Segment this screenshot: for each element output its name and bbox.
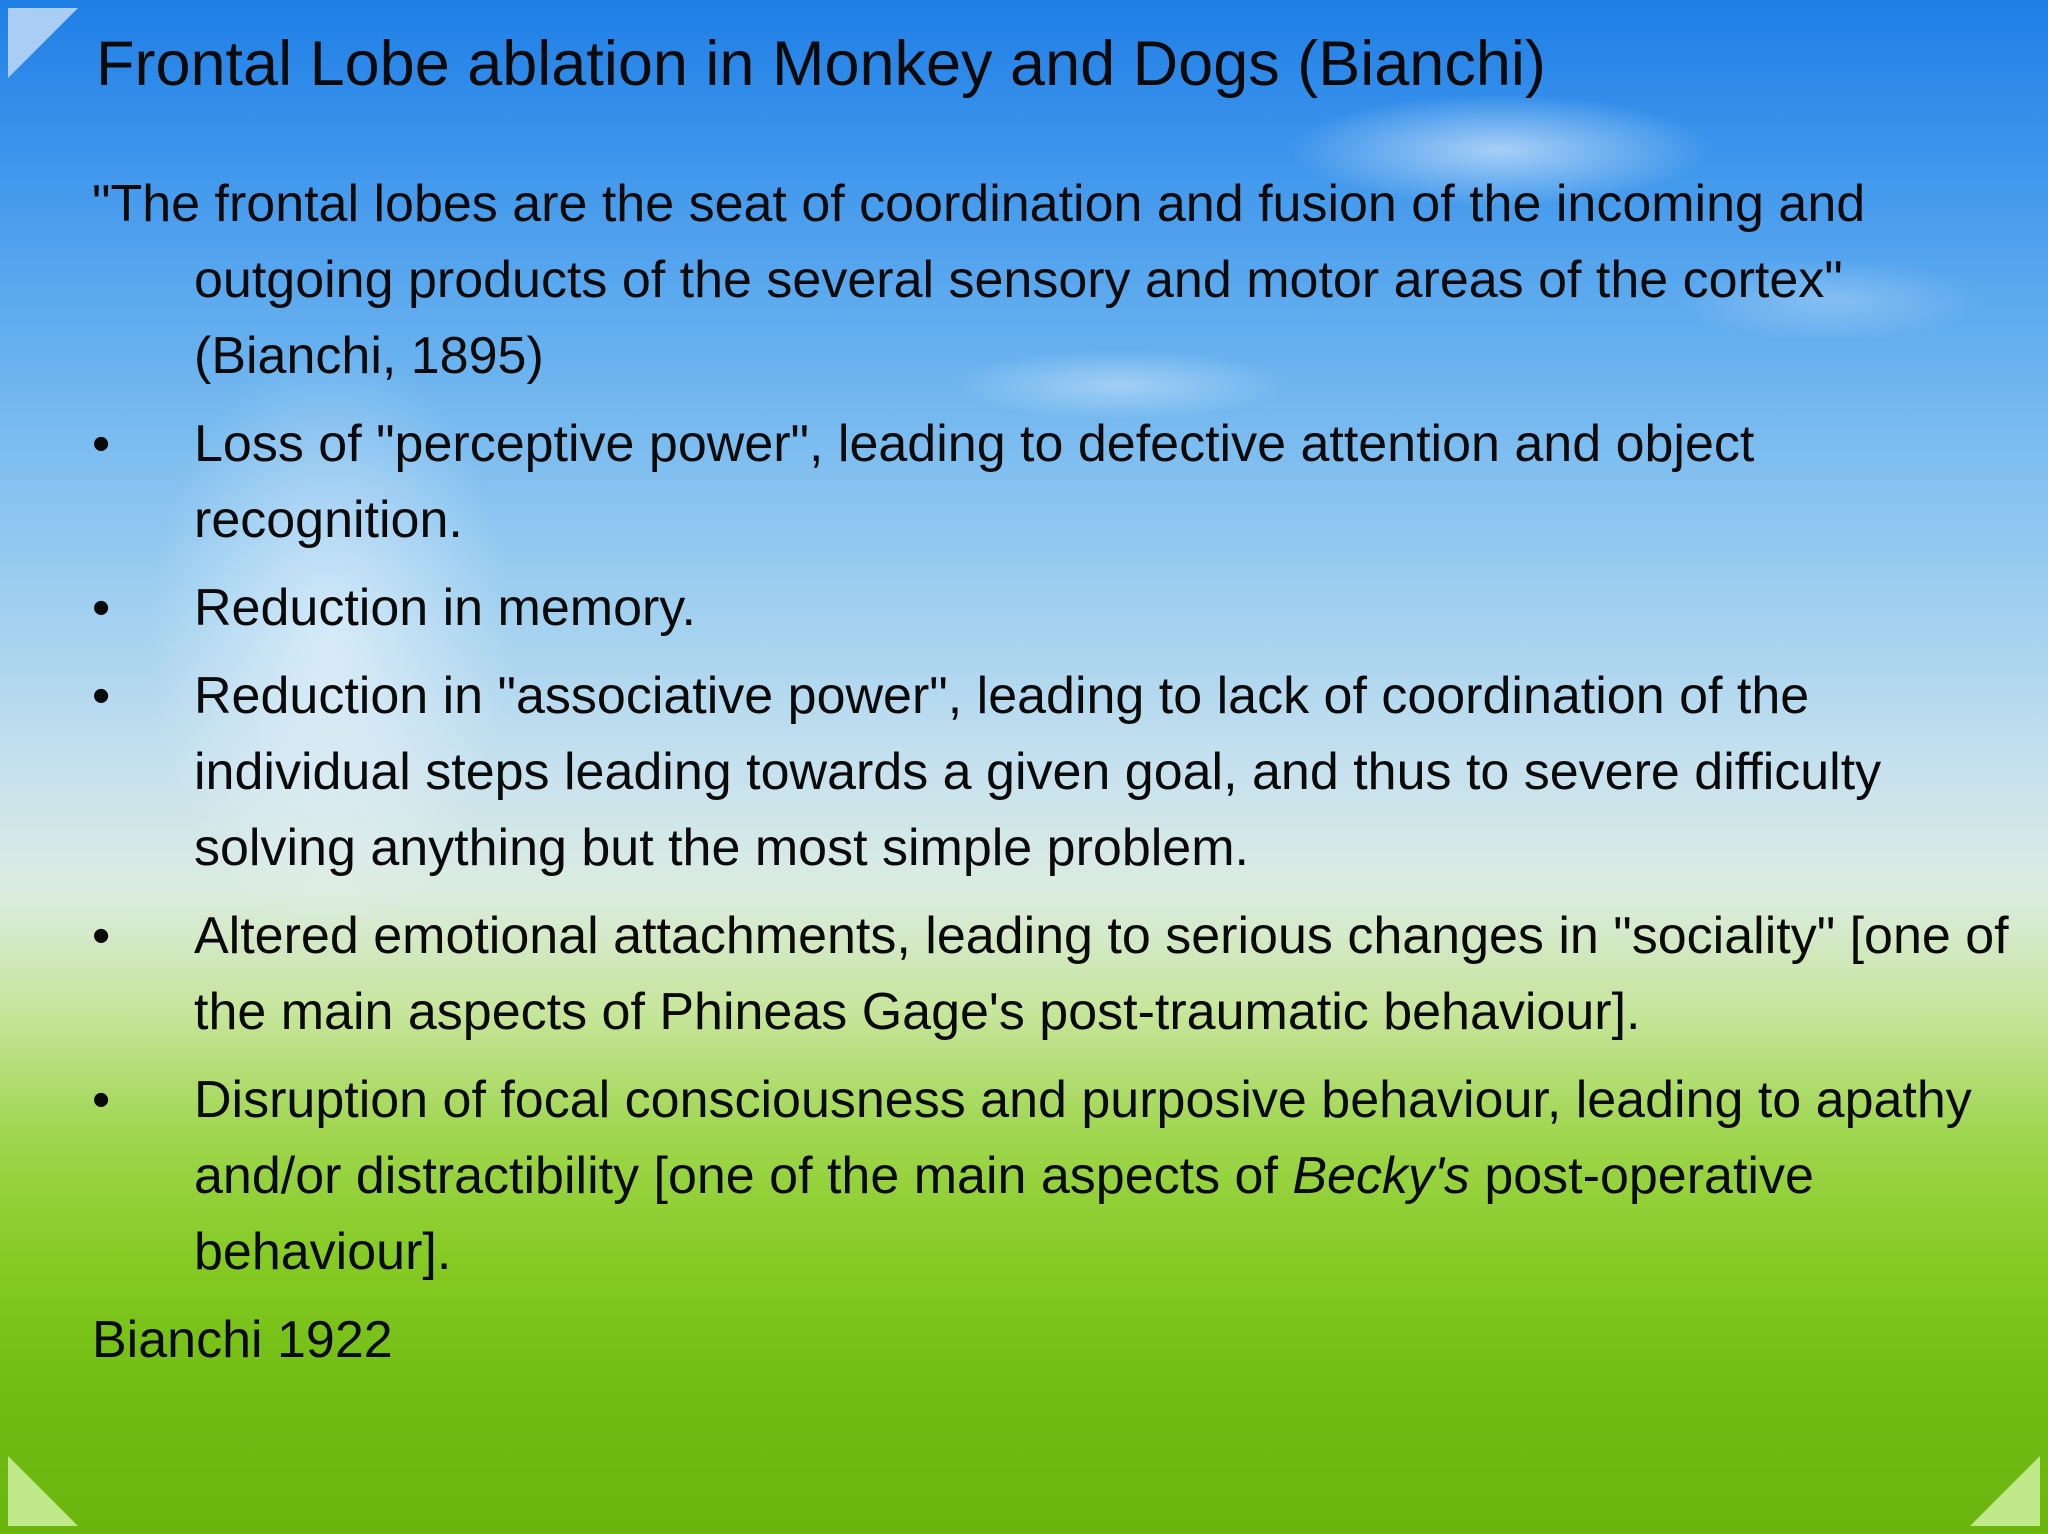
bullet-text-before: Disruption of focal consciousness and purposive behaviour, leading to apathy and/or distractibility [one of the main aspects of <box>194 1071 1972 1205</box>
slide-title: Frontal Lobe ablation in Monkey and Dogs (Bianchi) <box>96 29 1546 99</box>
bullet-item <box>92 570 2012 646</box>
citation-footer: Bianchi 1922 <box>92 1311 393 1369</box>
bullet-text-italic: Becky's <box>1292 1147 1470 1205</box>
bullet-text: Loss of "perceptive power", leading to defective attention and object recognition. <box>194 415 1755 549</box>
bullet-text: Reduction in "associative power", leading to lack of coordination of the individual steps leading towards a given goal, and thus to severe difficulty solving anything but the most simple problem. <box>194 667 1882 877</box>
quote-paragraph: "The frontal lobes are the seat of coordination and fusion of the incoming and outgoing products of the several sensory and motor areas of the cortex" (Bianchi, 1895) <box>92 175 1866 385</box>
bullet-dot: • <box>92 907 111 965</box>
corner-triangle-top-left <box>8 8 78 78</box>
bullet-item <box>92 406 2012 558</box>
bullet-item <box>92 1062 2012 1290</box>
bullet-dot: • <box>92 1071 111 1129</box>
bullet-text-after: post-operative behaviour]. <box>194 1147 1814 1281</box>
corner-triangle-bottom-left <box>8 1456 78 1526</box>
bullet-item <box>92 898 2012 1050</box>
bullet-item <box>92 658 2012 886</box>
bullet-text: Reduction in memory. <box>194 579 696 637</box>
slide-body <box>92 166 2012 1378</box>
corner-triangle-bottom-right <box>1970 1456 2040 1526</box>
bullet-dot: • <box>92 667 111 725</box>
bullet-text <box>194 1062 2012 1290</box>
bullet-text: Altered emotional attachments, leading to serious changes in "sociality" [one of the main aspects of Phineas Gage's post-traumatic behaviour]. <box>194 907 2009 1041</box>
bullet-dot: • <box>92 579 111 637</box>
bullet-dot: • <box>92 415 111 473</box>
